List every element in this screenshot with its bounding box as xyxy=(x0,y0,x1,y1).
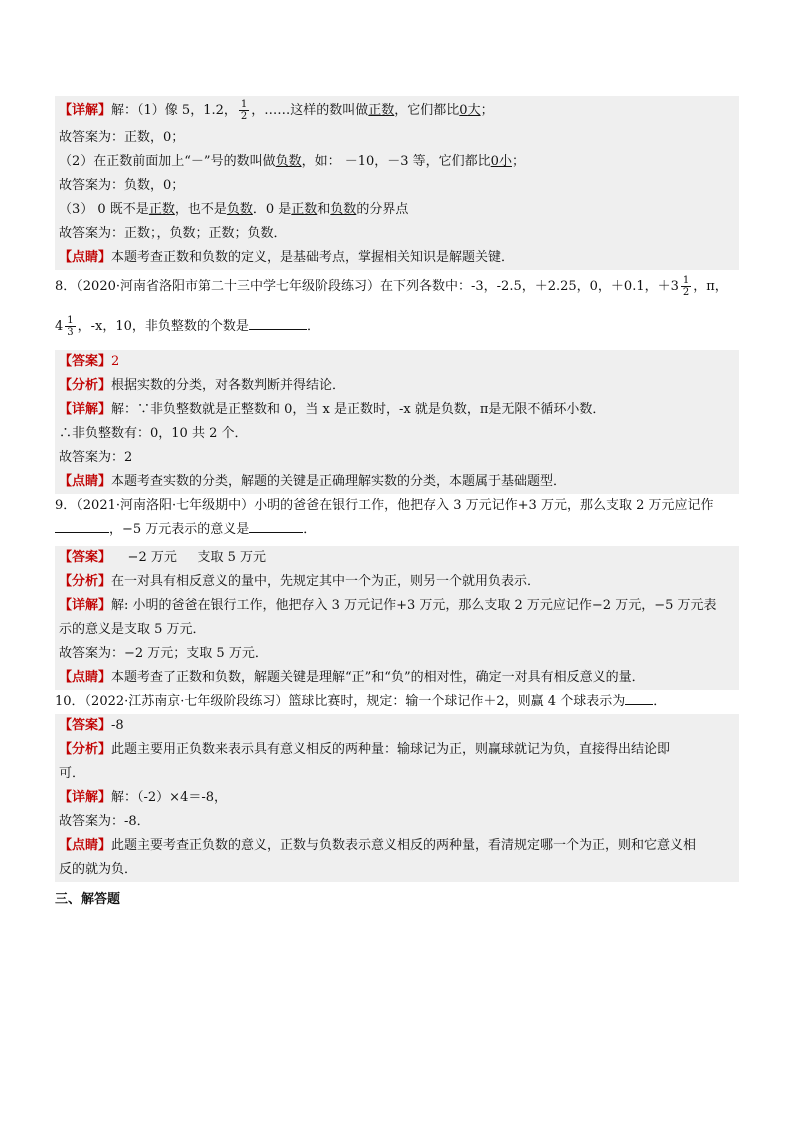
q10-answer-line: 故答案为：-8． xyxy=(55,810,739,834)
q7-answer-2: 故答案为：负数，0； xyxy=(55,174,739,198)
q7-answer-1: 故答案为：正数，0； xyxy=(55,126,739,150)
q9-detail-2: 示的意义是支取 5 万元． xyxy=(55,618,739,642)
detail-tag: 【详解】 xyxy=(59,103,112,118)
q10-analysis-1: 【分析】此题主要用正负数来表示具有意义相反的两种量：输球记为正，则赢球就记为负，直接得出结论即 xyxy=(55,738,739,762)
q8-therefore: ∴非负整数有：0，10 共 2 个． xyxy=(55,422,739,446)
q8-answer-line: 故答案为：2 xyxy=(55,446,739,470)
answer-blank xyxy=(625,692,653,705)
document-page xyxy=(55,96,739,912)
q9-stem-line-1: 9．（2021·河南洛阳·七年级期中）小明的爸爸在银行工作，他把存入 3 万元记作+3 万元，那么支取 2 万元应记作 xyxy=(55,498,714,513)
q9-dianjing: 【点睛】本题考查了正数和负数，解题关键是理解“正”和“负”的相对性，确定一对具有相反意义的量． xyxy=(55,666,739,690)
q10-dianjing-2: 反的就为负． xyxy=(55,858,739,882)
q9-answer-line: 故答案为：−2 万元；支取 5 万元． xyxy=(55,642,739,666)
q7-part-2: （2）在正数前面加上“－”号的数叫做负数，如： －10，－3 等，它们都比0小； xyxy=(55,150,739,174)
fraction-one-half: $\frac{1}{2}$ xyxy=(240,99,248,122)
q10-answer: 【答案】-8 xyxy=(55,714,739,738)
fraction-one-half: $\frac{1}{2}$ xyxy=(682,275,690,298)
section-heading: 三、解答题 xyxy=(55,892,121,907)
answer-blank xyxy=(249,520,303,533)
q10-dianjing-1: 【点睛】此题主要考查正负数的意义，正数与负数表示意义相反的两种量，看清规定哪一个为正，则和它意义相 xyxy=(55,834,739,858)
q8-answer: 【答案】2 xyxy=(55,350,739,374)
q9-answer: 【答案】 −2 万元 支取 5 万元 xyxy=(55,546,739,570)
q8-stem-line-2: 4 $\frac{1}{3}$ ，-x，10，非负整数的个数是 ． xyxy=(55,315,320,338)
q7-answer-3: 故答案为：正数；，负数；正数；负数． xyxy=(55,222,739,246)
q9-analysis: 【分析】在一对具有相反意义的量中，先规定其中一个为正，则另一个就用负表示． xyxy=(55,570,739,594)
q10-analysis-2: 可． xyxy=(55,762,739,786)
q8-dianjing: 【点睛】本题考查实数的分类，解题的关键是正确理解实数的分类，本题属于基础题型． xyxy=(55,470,739,494)
q7-detail-line: 【详解】解：（1）像 5，1.2， $\frac{1}{2}$ ，……这样的数叫做正数，它们都比0大； xyxy=(55,96,739,126)
q10-detail: 【详解】解：（-2）×4＝-8， xyxy=(55,786,739,810)
q9-detail-1: 【详解】解: 小明的爸爸在银行工作，他把存入 3 万元记作+3 万元，那么支取 2 万元应记作−2 万元，−5 万元表 xyxy=(55,594,739,618)
answer-blank xyxy=(55,520,109,533)
underlined-positive: 正数 xyxy=(368,103,395,118)
q7-part-3: （3） 0 既不是正数，也不是负数．0 是正数和负数的分界点 xyxy=(55,198,739,222)
fraction-one-third: $\frac{1}{3}$ xyxy=(67,315,74,338)
q10-stem: 10．（2022·江苏南京·七年级阶段练习）篮球比赛时，规定：输一个球记作＋2，则赢 4 个球表示为 ． xyxy=(55,694,667,709)
q8-stem-line-1: 8．（2020·河南省洛阳市第二十三中学七年级阶段练习）在下列各数中：-3，-2.5，＋2.25，0，＋0.1，＋3 $\frac{1}{2}$ ，π， xyxy=(55,275,728,298)
q8-analysis: 【分析】根据实数的分类，对各数判断并得结论． xyxy=(55,374,739,398)
q8-detail: 【详解】解：∵非负整数就是正整数和 0，当 x 是正数时，-x 就是负数，π是无限不循环小数． xyxy=(55,398,739,422)
q9-stem-line-2: ，−5 万元表示的意义是 ． xyxy=(55,518,739,542)
q7-dianjing: 【点睛】本题考查正数和负数的定义，是基础考点，掌握相关知识是解题关键． xyxy=(55,246,739,270)
answer-blank xyxy=(249,317,307,330)
